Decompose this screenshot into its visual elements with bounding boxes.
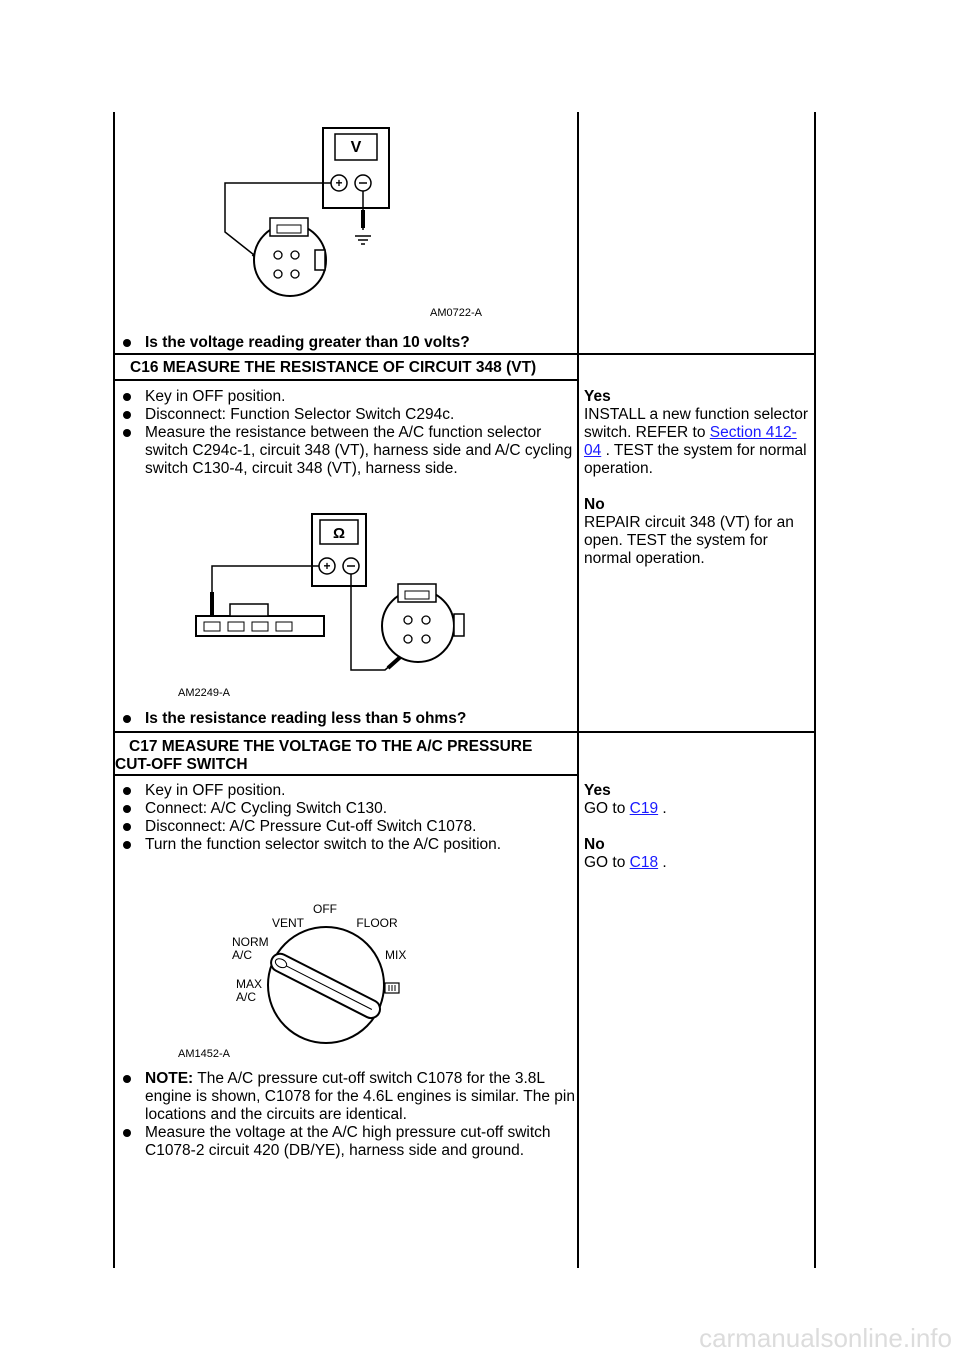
- figure-code: AM2249-A: [178, 687, 230, 699]
- figure-code: AM1452-A: [178, 1048, 230, 1060]
- test2-heading: C16 MEASURE THE RESISTANCE OF CIRCUIT 348 (VT): [130, 359, 537, 376]
- section-412-04-link[interactable]: Section 412-04: [584, 424, 797, 459]
- row-divider-2: [113, 731, 816, 733]
- yes-action: INSTALL a new function selector switch. REFER to Section 412-04 . TEST the system for normal operation.: [584, 406, 809, 477]
- svg-text:VENT: VENT: [271, 916, 305, 930]
- step-item: Key in OFF position.: [115, 782, 575, 800]
- step-item: Connect: A/C Cycling Switch C130.: [115, 800, 575, 818]
- yes-action: GO to C19 .: [584, 800, 667, 817]
- svg-text:A/C: A/C: [232, 948, 253, 962]
- step-item: Turn the function selector switch to the A/C position.: [115, 836, 575, 854]
- step-item: Disconnect: A/C Pressure Cut-off Switch C1078.: [115, 818, 575, 836]
- svg-text:NORM: NORM: [232, 935, 269, 949]
- svg-text:A/C: A/C: [236, 990, 257, 1004]
- test3-notes: [115, 1070, 575, 1160]
- c18-link[interactable]: C18: [629, 854, 659, 871]
- test1-question: [115, 334, 575, 352]
- question-text: Is the voltage reading greater than 10 volts?: [115, 334, 575, 352]
- test3-steps: [115, 782, 575, 854]
- yes-label: Yes: [584, 388, 611, 405]
- step-item: Disconnect: Function Selector Switch C294c.: [115, 406, 575, 424]
- question-text: Is the resistance reading less than 5 ohms?: [115, 710, 575, 728]
- no-label: No: [584, 836, 605, 853]
- ohmmeter-connector-figure: [170, 508, 470, 700]
- svg-text:OFF: OFF: [313, 902, 337, 916]
- test2-question: [115, 710, 575, 728]
- row-divider-1b: [113, 379, 579, 381]
- meter-symbol-v: V: [350, 139, 362, 156]
- svg-text:MIX: MIX: [385, 948, 407, 962]
- table-right-border: [814, 112, 816, 1268]
- step-item: Measure the voltage at the A/C high pressure cut-off switch C1078-2 circuit 420 (DB/YE), harness side and ground.: [115, 1124, 575, 1160]
- function-selector-dial-figure: [170, 895, 430, 1065]
- note-item: NOTE: The A/C pressure cut-off switch C1078 for the 3.8L engine is shown, C1078 for the 4.6L engines is similar. The pin locations and the circuits are identical.: [115, 1070, 575, 1124]
- svg-text:MAX: MAX: [236, 977, 263, 991]
- row-divider-2b: [113, 774, 579, 776]
- no-label: No: [584, 496, 605, 513]
- test3-heading: C17 MEASURE THE VOLTAGE TO THE A/C PRESSURE CUT-OFF SWITCH: [115, 738, 533, 773]
- test2-steps: [115, 388, 575, 478]
- defrost-icon: [385, 983, 399, 993]
- test3-results: [584, 782, 810, 872]
- svg-text:FLOOR: FLOOR: [356, 916, 398, 930]
- step-item: Measure the resistance between the A/C function selector switch C294c-1, circuit 348 (VT), harness side and A/C cycling switch C130-4, circuit 348 (VT), harness side.: [115, 424, 575, 478]
- test2-results: [584, 388, 810, 568]
- no-action: GO to C18 .: [584, 854, 667, 871]
- figure-code: AM0722-A: [430, 307, 482, 319]
- row-divider-1: [113, 353, 816, 355]
- table-middle-border: [577, 112, 579, 1268]
- svg-text:+: +: [335, 176, 343, 190]
- svg-text:+: +: [323, 559, 331, 573]
- no-action: REPAIR circuit 348 (VT) for an open. TEST the system for normal operation.: [584, 514, 794, 567]
- yes-label: Yes: [584, 782, 611, 799]
- c19-link[interactable]: C19: [629, 800, 659, 817]
- voltmeter-connector-figure: [215, 120, 485, 325]
- watermark: carmanualsonline.info: [699, 1323, 952, 1353]
- step-item: Key in OFF position.: [115, 388, 575, 406]
- meter-symbol-ohm: Ω: [332, 525, 346, 542]
